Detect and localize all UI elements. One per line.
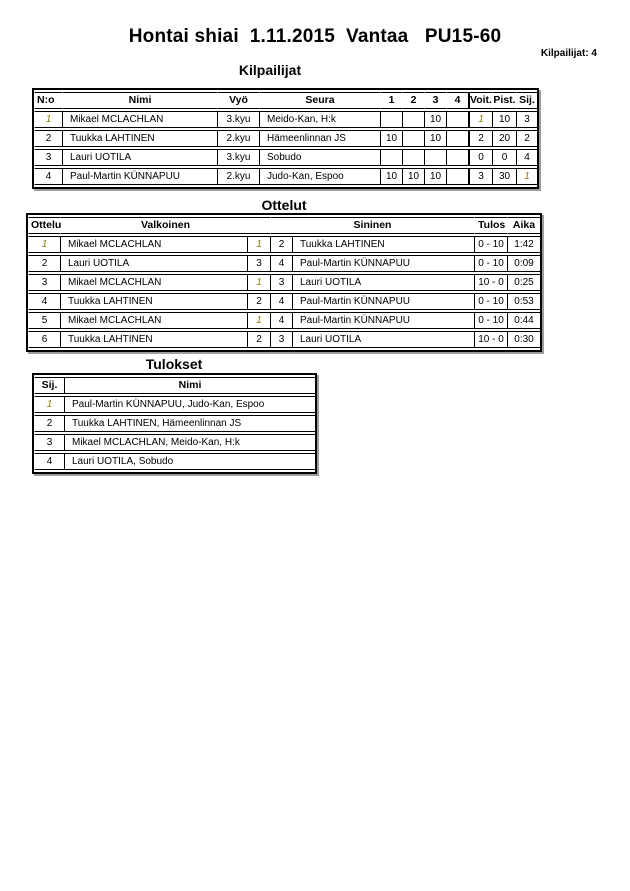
competitor-belt: 3.kyu [217,111,259,128]
wins-value: 3 [468,168,492,185]
match-number: 3 [28,274,60,291]
column-header-round-2: 2 [402,92,424,109]
column-header-voit: Voit. [468,92,492,109]
blue-player-name: Tuukka LAHTINEN [292,236,474,253]
white-player-number: 1 [247,236,270,253]
white-player-name: Tuukka LAHTINEN [60,331,247,348]
white-player-number: 2 [247,293,270,310]
blue-player-number: 4 [270,255,292,272]
competitor-number: 4 [34,168,62,185]
blue-player-name: Lauri UOTILA [292,331,474,348]
blue-player-name: Lauri UOTILA [292,274,474,291]
column-header-vyo: Vyö [217,92,259,109]
results-table [32,373,317,474]
placement-value: 3 [516,111,537,128]
round-score: 10 [402,168,424,185]
column-header-sininen: Sininen [270,217,474,234]
placement-value: 3 [34,434,64,451]
match-result: 0 - 10 [474,312,507,329]
competitor-count-label: Kilpailijat: 4 [540,48,597,59]
round-score [402,130,424,147]
match-row [28,331,540,348]
match-number: 5 [28,312,60,329]
match-number: 2 [28,255,60,272]
round-score [446,111,468,128]
placement-value: 4 [34,453,64,470]
competitor-number: 2 [34,130,62,147]
result-row [34,434,315,451]
round-score [402,149,424,166]
column-header-valkoinen: Valkoinen [60,217,270,234]
document-title: Hontai shiai 1.11.2015 Vantaa PU15-60 [128,26,502,47]
round-score: 10 [380,168,402,185]
result-row [34,415,315,432]
white-player-name: Lauri UOTILA [60,255,247,272]
competitor-club: Sobudo [259,149,380,166]
column-header-sij: Sij. [34,377,64,394]
blue-player-number: 4 [270,312,292,329]
results-header-row [34,377,315,394]
match-time: 0:53 [507,293,540,310]
white-player-name: Mikael MCLACHLAN [60,312,247,329]
result-name: Tuukka LAHTINEN, Hämeenlinnan JS [64,415,315,432]
round-score [446,149,468,166]
round-score [380,149,402,166]
match-result: 10 - 0 [474,274,507,291]
column-header-ottelu: Ottelu [28,217,60,234]
points-value: 30 [492,168,516,185]
white-player-name: Mikael MCLACHLAN [60,236,247,253]
column-header-round-1: 1 [380,92,402,109]
competitor-club: Hämeenlinnan JS [259,130,380,147]
blue-player-number: 3 [270,274,292,291]
blue-player-name: Paul-Martin KÜNNAPUU [292,312,474,329]
round-score [380,111,402,128]
result-name: Lauri UOTILA, Sobudo [64,453,315,470]
match-row [28,236,540,253]
points-value: 20 [492,130,516,147]
competitor-name: Lauri UOTILA [62,149,217,166]
white-player-number: 1 [247,274,270,291]
points-value: 0 [492,149,516,166]
competitor-row [34,130,537,147]
column-header-tulos: Tulos [474,217,507,234]
competitor-belt: 3.kyu [217,149,259,166]
round-score: 10 [424,168,446,185]
competitor-name: Paul-Martin KÜNNAPUU [62,168,217,185]
round-score [424,149,446,166]
blue-player-number: 4 [270,293,292,310]
match-time: 0:09 [507,255,540,272]
round-score: 10 [424,111,446,128]
section-heading-results: Tulokset [145,356,203,372]
matches-table [26,213,542,352]
round-score: 10 [424,130,446,147]
competitor-name: Tuukka LAHTINEN [62,130,217,147]
white-player-name: Tuukka LAHTINEN [60,293,247,310]
blue-player-number: 2 [270,236,292,253]
column-header-sij: Sij. [516,92,537,109]
match-time: 0:25 [507,274,540,291]
competitor-club: Judo-Kan, Espoo [259,168,380,185]
match-result: 10 - 0 [474,331,507,348]
match-row [28,312,540,329]
match-row [28,274,540,291]
white-player-name: Mikael MCLACHLAN [60,274,247,291]
competitor-row [34,149,537,166]
placement-value: 2 [34,415,64,432]
competitor-belt: 2.kyu [217,168,259,185]
blue-player-name: Paul-Martin KÜNNAPUU [292,293,474,310]
match-result: 0 - 10 [474,255,507,272]
match-time: 0:44 [507,312,540,329]
round-score [402,111,424,128]
result-name: Mikael MCLACHLAN, Meido-Kan, H:k [64,434,315,451]
competitor-number: 3 [34,149,62,166]
match-number: 6 [28,331,60,348]
column-header-round-4: 4 [446,92,468,109]
wins-value: 2 [468,130,492,147]
competitor-number: 1 [34,111,62,128]
match-result: 0 - 10 [474,236,507,253]
wins-value: 0 [468,149,492,166]
competitors-header-row [34,92,537,109]
competitor-name: Mikael MCLACHLAN [62,111,217,128]
competitor-row [34,111,537,128]
competitor-row [34,168,537,185]
column-header-pist: Pist. [492,92,516,109]
points-value: 10 [492,111,516,128]
column-header-no: N:o [34,92,62,109]
section-heading-competitors: Kilpailijat [238,62,302,78]
match-number: 1 [28,236,60,253]
round-score: 10 [380,130,402,147]
blue-player-number: 3 [270,331,292,348]
column-header-nimi: Nimi [62,92,217,109]
placement-value: 1 [516,168,537,185]
column-header-round-3: 3 [424,92,446,109]
match-result: 0 - 10 [474,293,507,310]
matches-header-row [28,217,540,234]
white-player-number: 3 [247,255,270,272]
result-row [34,396,315,413]
wins-value: 1 [468,111,492,128]
column-header-aika: Aika [507,217,540,234]
column-header-seura: Seura [259,92,380,109]
match-time: 1:42 [507,236,540,253]
competitor-belt: 2.kyu [217,130,259,147]
result-name: Paul-Martin KÜNNAPUU, Judo-Kan, Espoo [64,396,315,413]
white-player-number: 2 [247,331,270,348]
round-score [446,168,468,185]
blue-player-name: Paul-Martin KÜNNAPUU [292,255,474,272]
column-header-nimi: Nimi [64,377,315,394]
match-row [28,293,540,310]
placement-value: 2 [516,130,537,147]
match-number: 4 [28,293,60,310]
section-heading-matches: Ottelut [261,197,307,213]
match-row [28,255,540,272]
placement-value: 1 [34,396,64,413]
result-row [34,453,315,470]
competitors-table [32,88,539,189]
round-score [446,130,468,147]
match-time: 0:30 [507,331,540,348]
placement-value: 4 [516,149,537,166]
competitor-club: Meido-Kan, H:k [259,111,380,128]
white-player-number: 1 [247,312,270,329]
